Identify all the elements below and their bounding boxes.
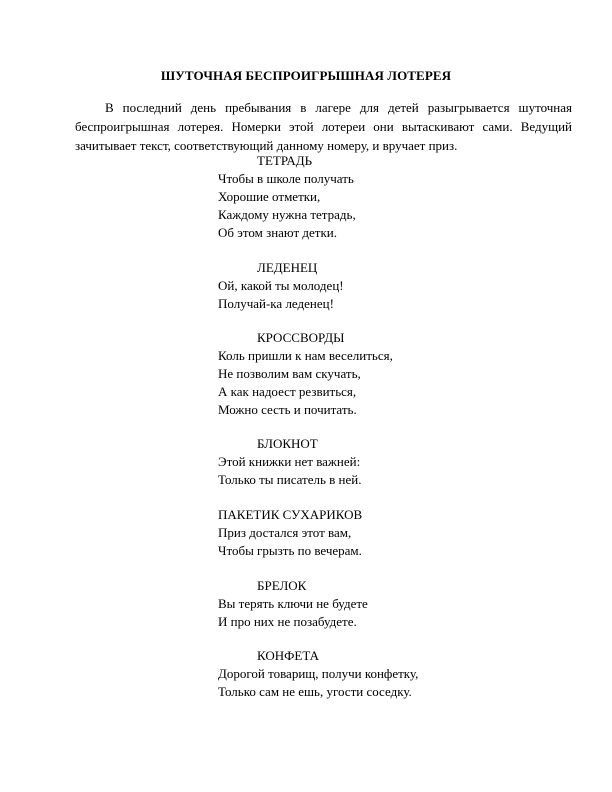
verse-line: Чтобы в школе получать (218, 171, 354, 186)
prize-block-candy (218, 647, 578, 701)
verse-line: Об этом знают детки. (218, 225, 337, 240)
prize-name: ЛЕДЕНЕЦ (257, 260, 318, 275)
verse-line: Вы терять ключи не будете (218, 596, 368, 611)
verse-line: Каждому нужна тетрадь, (218, 207, 356, 222)
verse-line: Хорошие отметки, (218, 189, 321, 204)
verse-line: Этой книжки нет важней: (218, 454, 361, 469)
verse-line: Ой, какой ты молодец! (218, 278, 344, 293)
verse-line: Чтобы грызть по вечерам. (218, 543, 362, 558)
verse-line: Приз достался этот вам, (218, 525, 352, 540)
prize-block-notepad (218, 435, 578, 489)
prize-name: КРОССВОРДЫ (257, 330, 345, 345)
prize-block-crosswords (218, 329, 578, 419)
verse-line: Коль пришли к нам веселиться, (218, 348, 393, 363)
verse-line: Только сам не ешь, угости соседку. (218, 684, 412, 699)
verse-line: Не позволим вам скучать, (218, 366, 361, 381)
verse-line: И про них не позабудете. (218, 614, 357, 629)
verse-line: А как надоест резвиться, (218, 384, 357, 399)
verse-line: Получай-ка леденец! (218, 296, 334, 311)
prize-name: БЛОКНОТ (257, 436, 318, 451)
intro-paragraph: В последний день пребывания в лагере для детей разыгрывается шуточная беспроигрышная лотерея. Номерки этой лотереи они вытаскивают сами. Ведущий зачитывает текст, соответствующий данному номеру, и вручает приз. (75, 100, 572, 153)
prize-name: ПАКЕТИК СУХАРИКОВ (218, 507, 363, 522)
verse-line: Дорогой товарищ, получи конфетку, (218, 666, 419, 681)
prize-block-lollipop (218, 259, 578, 313)
prize-name: БРЕЛОК (257, 578, 307, 593)
prize-block-notebook (218, 152, 578, 242)
document-title: ШУТОЧНАЯ БЕСПРОИГРЫШНАЯ ЛОТЕРЕЯ (160, 68, 452, 83)
prize-block-crackers (218, 506, 578, 560)
prize-block-keychain (218, 577, 578, 631)
prize-name: ТЕТРАДЬ (257, 153, 313, 168)
verse-line: Только ты писатель в ней. (218, 472, 362, 487)
verse-line: Можно сесть и почитать. (218, 402, 357, 417)
prize-name: КОНФЕТА (257, 648, 320, 663)
